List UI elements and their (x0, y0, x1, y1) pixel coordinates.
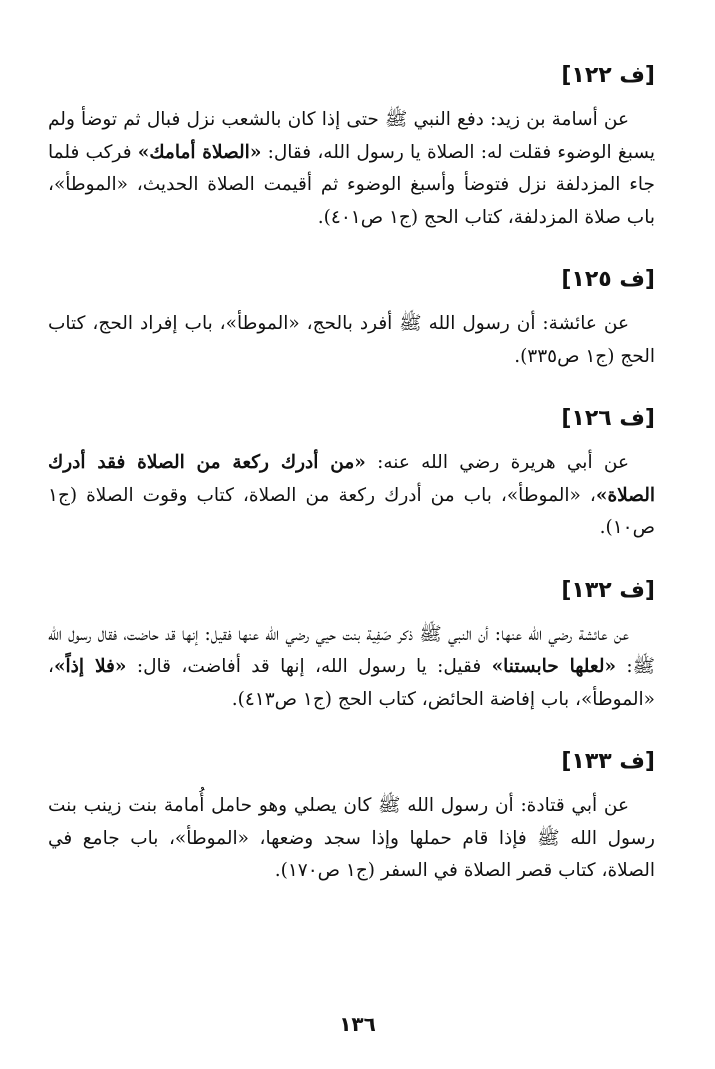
section-paragraph (48, 308, 655, 373)
section-paragraph (48, 104, 655, 234)
section-paragraph (48, 447, 655, 545)
bold-quote: «الصلاة أمامك» (137, 141, 262, 163)
section-paragraph (48, 790, 655, 888)
page-number: ١٣٦ (339, 1012, 376, 1036)
text-segment: عن أسامة بن زيد: دفع النبي ﷺ حتى إذا كان بالشعب نزل فبال ثم توضأ ولم يسبغ الوضوء فقلت له: الصلاة يا رسول الله، فقال: (48, 109, 655, 163)
text-segment: ، «الموطأ»، باب من أدرك ركعة من الصلاة، كتاب وقوت الصلاة (ج١ ص١٠). (48, 484, 655, 538)
bold-quote: «لعلها حابستنا» (491, 656, 617, 677)
section-paragraph (48, 619, 655, 717)
text-segment: ، «الموطأ»، باب إفاضة الحائض، كتاب الحج (ج١ ص٤١٣). (48, 656, 655, 710)
bold-quote: «فلا إذاً» (53, 656, 127, 677)
text-segment: فقيل: يا رسول الله، إنها قد أفاضت، قال: (126, 656, 492, 677)
section (48, 746, 655, 888)
sections-container (48, 60, 655, 888)
text-segment: عن عائشة رضي الله عنها: أن النبي ﷺ ذكر صَفِية بنت حيي رضي الله عنها فقيل: إنها قد حاضت، فقال رسول الله ﷺ: (48, 623, 655, 677)
text-segment: عن عائشة: أن رسول الله ﷺ أفرد بالحج، «الموطأ»، باب إفراد الحج، كتاب الحج (ج١ ص٣٣٥). (48, 313, 655, 367)
section (48, 575, 655, 717)
bold-quote: «من أدرك ركعة من الصلاة فقد أدرك الصلاة» (48, 452, 655, 506)
section-heading: [ف ١٢٦] (561, 406, 655, 431)
text-segment: فركب فلما جاء المزدلفة نزل فتوضأ وأسبغ الوضوء ثم أقيمت الصلاة الحديث، «الموطأ»، باب صلاة المزدلفة، كتاب الحج (ج١ ص٤٠١). (48, 141, 655, 228)
section-heading: [ف ١٣٣] (561, 749, 655, 774)
section (48, 403, 655, 545)
section (48, 264, 655, 373)
section-heading: [ف ١٣٢] (561, 577, 655, 603)
section-heading: [ف ١٢٥] (561, 267, 655, 292)
section-heading: [ف ١٢٢] (561, 63, 655, 88)
section (48, 60, 655, 234)
text-segment: عن أبي هريرة رضي الله عنه: (365, 452, 630, 473)
text-segment: عن أبي قتادة: أن رسول الله ﷺ كان يصلي وهو حامل أُمامة بنت زينب بنت رسول الله ﷺ فإذا قام حملها وإذا سجد وضعها، «الموطأ»، باب جامع في الصلاة، كتاب قصر الصلاة في السفر (ج١ ص١٧٠). (48, 795, 655, 881)
